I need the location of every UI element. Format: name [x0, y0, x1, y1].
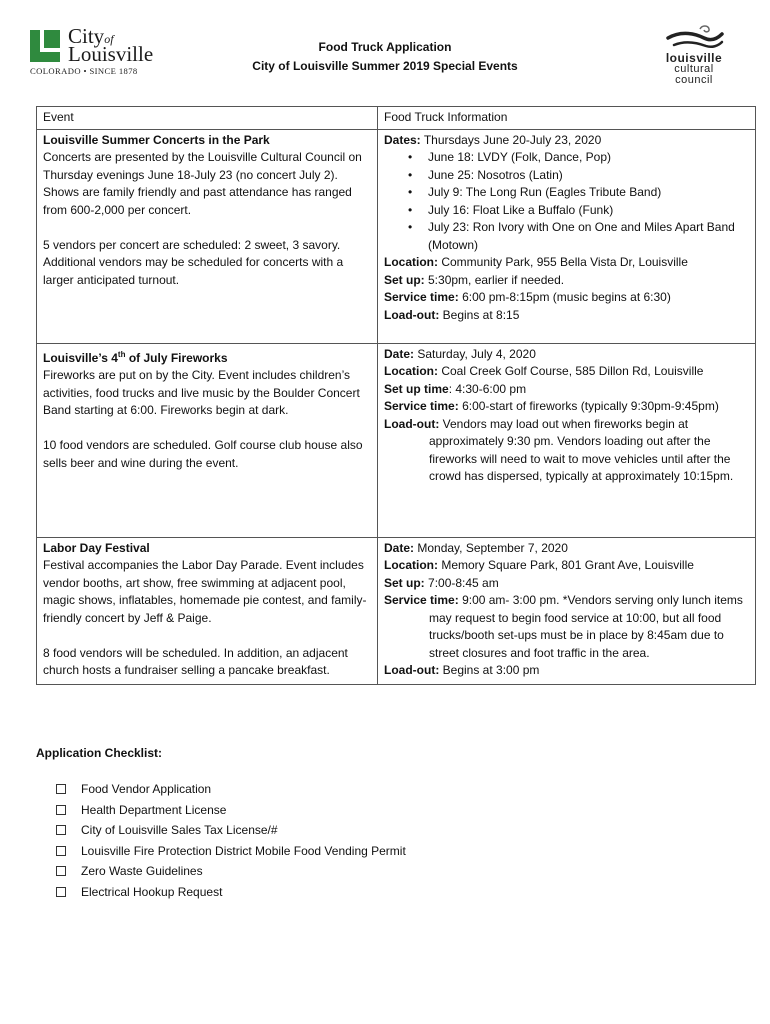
checkbox[interactable] [56, 805, 66, 815]
event-cell [37, 129, 378, 343]
header-event: Event [37, 107, 378, 130]
checkbox[interactable] [56, 784, 66, 794]
event-description: Concerts are presented by the Louisville Cultural Council on Thursday evenings June 18-July 23 (no concert July 2). Shows are family friendly and past attendance has ranged from 600-2,000 per concert. [43, 150, 362, 217]
checklist-item-label: Electrical Hookup Request [81, 884, 223, 899]
checklist-item-label: City of Louisville Sales Tax License/# [81, 823, 278, 837]
event-title: Louisville Summer Concerts in the Park [43, 132, 270, 147]
loadout-value: Begins at 3:00 pm [442, 663, 540, 677]
louisville-cultural-council-logo [660, 24, 730, 90]
service-label: Service time: [384, 399, 459, 413]
list-item: • July 23: Ron Ivory with One on One and Miles Apart Band (Motown) [408, 219, 749, 254]
location-value: Community Park, 955 Bella Vista Dr, Louisville [441, 255, 688, 269]
louisville-logo-mark-icon [30, 30, 60, 62]
checklist-item-label: Food Vendor Application [81, 782, 212, 796]
info-cell [378, 537, 756, 684]
list-item [56, 820, 406, 841]
event-description: Festival accompanies the Labor Day Parade. Event includes vendor booths, art show, free swimming at adjacent pool, magic shows, inflatables, homemade pie contest, and family-friendly concert by Jeff & Paige. [43, 558, 367, 625]
document-header [200, 38, 570, 76]
event-vendor-note: 10 food vendors are scheduled. Golf course club house also sells beer and wine during the event. [43, 438, 363, 470]
location-line [384, 363, 749, 381]
setup-label: Set up: [384, 575, 425, 590]
event-title: Louisville’s 4th of July Fireworks [43, 349, 228, 365]
concert-list [384, 149, 749, 254]
table-header-row [37, 107, 756, 130]
service-value: 6:00 pm-8:15pm (music begins at 6:30) [462, 290, 671, 304]
service-line [384, 398, 749, 416]
setup-value: : 4:30-6:00 pm [448, 381, 527, 396]
location-line [384, 557, 749, 575]
council-logo-line1: louisville [665, 51, 723, 65]
logo-of-text: of [104, 32, 114, 46]
table-row [37, 129, 756, 343]
event-cell [37, 343, 378, 537]
loadout-line [384, 662, 749, 680]
list-item [56, 861, 406, 882]
date-value: Thursdays June 20-July 23, 2020 [423, 132, 602, 147]
logo-louisville-text: Louisville [68, 42, 154, 66]
service-label: Service time: [384, 290, 459, 304]
date-line [384, 346, 749, 364]
setup-label: Set up time [384, 381, 449, 396]
setup-line [384, 381, 749, 399]
date-value: Monday, September 7, 2020 [417, 540, 568, 555]
date-line [384, 132, 749, 150]
location-label: Location: [384, 558, 438, 572]
event-title: Labor Day Festival [43, 540, 150, 555]
info-cell [378, 343, 756, 537]
event-description: Fireworks are put on by the City. Event includes children’s activities, food trucks and live music by the Boulder Concert Band starting at 6:00. Fireworks begin at dark. [43, 368, 360, 417]
service-label: Service time: [384, 593, 459, 607]
city-of-louisville-logo [30, 24, 162, 80]
service-value: 6:00-start of fireworks (typically 9:30pm-9:45pm) [462, 399, 719, 413]
setup-line [384, 272, 749, 290]
list-item [56, 882, 406, 903]
logo-city-text: City [68, 24, 105, 48]
event-vendor-note: 5 vendors per concert are scheduled: 2 sweet, 3 savory. Additional vendors may be scheduled for concerts with a larger anticipated turnout. [43, 237, 344, 287]
checklist-item-label: Louisville Fire Protection District Mobile Food Vending Permit [81, 843, 406, 858]
list-item: • July 16: Float Like a Buffalo (Funk) [408, 202, 749, 220]
location-label: Location: [384, 364, 438, 378]
council-logo-line3: council [675, 74, 713, 86]
list-item: • June 25: Nosotros (Latin) [408, 167, 749, 185]
checkbox[interactable] [56, 887, 66, 897]
checklist-item-label: Zero Waste Guidelines [81, 864, 203, 878]
location-value: Coal Creek Golf Course, 585 Dillon Rd, Louisville [441, 364, 704, 378]
date-value: Saturday, July 4, 2020 [417, 346, 536, 361]
date-label: Dates: [384, 132, 421, 147]
setup-value: 7:00-8:45 am [428, 575, 499, 590]
list-item: • July 9: The Long Run (Eagles Tribute Band) [408, 184, 749, 202]
document-title: Food Truck Application [318, 40, 452, 54]
table-row [37, 343, 756, 537]
council-logo-line2: cultural [674, 63, 714, 75]
setup-label: Set up: [384, 272, 425, 287]
location-value: Memory Square Park, 801 Grant Ave, Louisville [441, 558, 694, 572]
table-row [37, 537, 756, 684]
list-item [56, 779, 406, 800]
loadout-label: Load-out: [384, 416, 440, 431]
service-line [384, 592, 749, 662]
list-item [56, 800, 406, 821]
date-line [384, 540, 749, 558]
date-label: Date: [384, 540, 415, 555]
date-label: Date: [384, 346, 415, 361]
application-checklist [56, 779, 406, 902]
checkbox[interactable] [56, 846, 66, 856]
list-item: • June 18: LVDY (Folk, Dance, Pop) [408, 149, 749, 167]
checklist-title: Application Checklist: [36, 746, 163, 760]
header-food-truck-info: Food Truck Information [378, 107, 756, 130]
loadout-line [384, 416, 749, 486]
info-cell [378, 129, 756, 343]
setup-line [384, 575, 749, 593]
checkbox[interactable] [56, 825, 66, 835]
service-line [384, 289, 749, 307]
loadout-label: Load-out: [384, 663, 440, 677]
document-subtitle: City of Louisville Summer 2019 Special Events [252, 59, 518, 73]
service-value: 9:00 am- 3:00 pm. *Vendors serving only lunch items may request to begin food service at 10:00, but all food trucks/booth set-ups must be in place by 8:45am due to street closures and foot traffic in the area. [429, 593, 743, 660]
logo-tagline: COLORADO • SINCE 1878 [30, 66, 138, 76]
checkbox[interactable] [56, 866, 66, 876]
list-item [56, 841, 406, 862]
location-label: Location: [384, 255, 438, 269]
loadout-value: Begins at 8:15 [442, 307, 520, 322]
location-line [384, 254, 749, 272]
loadout-line [384, 307, 749, 325]
setup-value: 5:30pm, earlier if needed. [424, 272, 565, 287]
loadout-value: Vendors may load out when fireworks begin at approximately 9:30 pm. Vendors loading out after the fireworks will need to wait to move vehicles until after the crowd has dispersed, typically at approximately 10:15pm. [429, 416, 734, 483]
event-cell [37, 537, 378, 684]
checklist-item-label: Health Department License [81, 802, 227, 817]
cultural-council-swirl-icon [664, 24, 726, 52]
event-vendor-note: 8 food vendors will be scheduled. In addition, an adjacent church hosts a fundraiser selling a pancake breakfast. [43, 645, 348, 677]
loadout-label: Load-out: [384, 307, 440, 322]
events-table [36, 106, 756, 685]
